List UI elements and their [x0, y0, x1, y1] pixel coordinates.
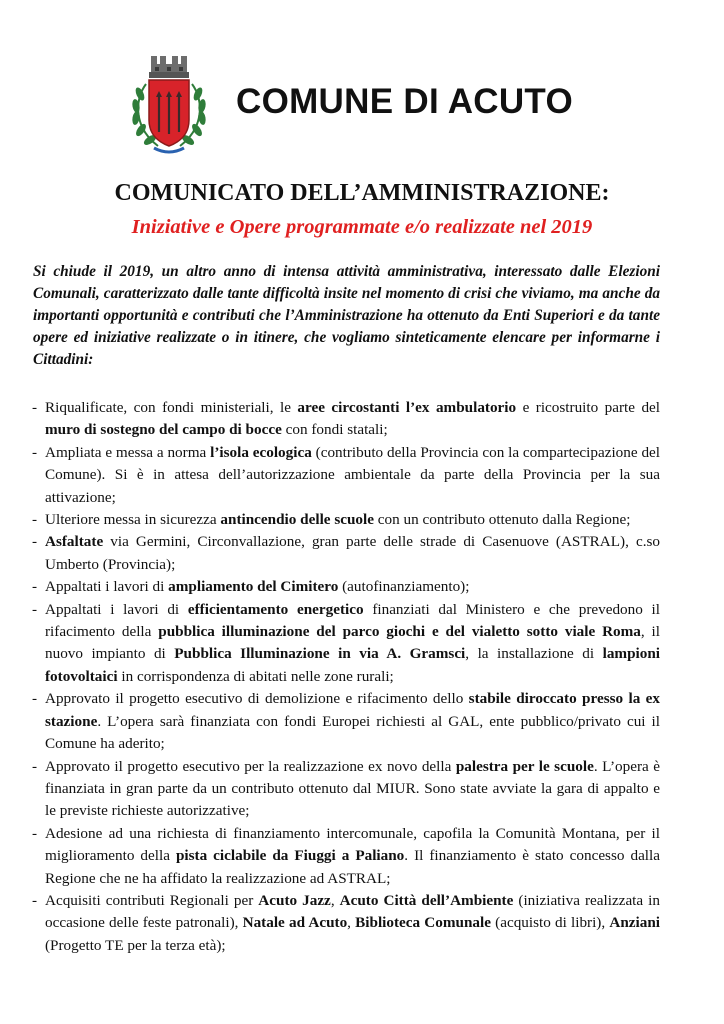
item-text: (acquisto di libri), [490, 914, 610, 932]
page-subtitle: Iniziative e Opere programmate e/o realizzate nel 2019 [131, 216, 593, 238]
highlight-text: Asfaltate [45, 533, 104, 551]
item-text: (Progetto TE per la terza età); [45, 936, 226, 954]
highlight-text: Natale ad Acuto [242, 914, 348, 932]
item-text: finanziati dal Ministero e che prevedono il rifacimento della [45, 600, 660, 641]
highlight-text: efficientamento energetico [187, 600, 364, 618]
item-text: Adesione ad una richiesta di finanziamento intercomunale, capofila la Comunità Montana, per il miglioramento della [45, 824, 660, 865]
list-item [32, 688, 660, 755]
item-text: Approvato il progetto esecutivo per la realizzazione ex novo della [45, 757, 456, 775]
highlight-text: Acuto Jazz [258, 891, 331, 909]
item-text: Appaltati i lavori di [45, 578, 169, 596]
list-item [32, 823, 660, 890]
item-text: (contributo della Provincia con la compartecipazione del Comune). Si è in attesa dell’autorizzazione ambientale da parte della Provincia per la sua attivazione; [45, 443, 661, 506]
item-text: , [347, 914, 356, 932]
list-item [32, 756, 660, 823]
item-text: , [330, 891, 340, 909]
page-title: COMUNICATO DELL’AMMINISTRAZIONE: [114, 180, 610, 206]
highlight-text: Pubblica Illuminazione in via A. Gramsci [174, 645, 466, 663]
list-item [32, 442, 660, 509]
item-text: Appaltati i lavori di [45, 600, 188, 618]
highlight-text: stabile diroccato presso la ex stazione [45, 690, 661, 730]
highlight-text: muro di sostegno del campo di bocce [45, 421, 282, 439]
item-text: Ampliata e messa a norma [45, 443, 211, 461]
town-name: COMUNE DI ACUTO [236, 82, 573, 121]
item-text: Riqualificate, con fondi ministeriali, le [45, 399, 298, 416]
highlight-text: antincendio delle scuole [220, 511, 374, 529]
highlight-text: l’isola ecologica [210, 443, 312, 461]
coat-of-arms-logo [128, 50, 210, 158]
item-text: Acquisiti contributi Regionali per [45, 891, 259, 909]
item-text: . L’opera sarà finanziata con fondi Europei richiesti al GAL, ente pubblico/privato cui il Comune ha aderito; [45, 712, 660, 753]
item-text: Approvato il progetto esecutivo di demolizione e rifacimento dello [45, 690, 469, 708]
item-text: (autofinanziamento); [338, 578, 470, 596]
list-item [32, 599, 660, 689]
item-text: e ricostruito parte del [516, 399, 661, 416]
highlight-text: Anziani [609, 914, 660, 932]
highlight-text: Biblioteca Comunale [355, 914, 491, 932]
list-item [32, 576, 660, 598]
highlight-text: Acuto Città dell’Ambiente [339, 891, 514, 909]
list-item [32, 531, 660, 576]
highlight-text: ampliamento del Cimitero [168, 578, 339, 596]
highlight-text: pista ciclabile da Fiuggi a Paliano [175, 847, 405, 865]
highlight-text: aree circostanti l’ex ambulatorio [297, 399, 517, 416]
initiatives-list [32, 397, 660, 957]
highlight-text: palestra per le scuole [455, 757, 594, 775]
highlight-text: lampioni fotovoltaici [45, 645, 661, 685]
item-text: con un contributo ottenuto dalla Regione; [374, 511, 631, 529]
intro-paragraph: Si chiude il 2019, un altro anno di intensa attività amministrativa, interessato dalle Elezioni Comunali, caratterizzato dalle tante difficoltà insite nel momento di crisi che viviamo, ma anche da importanti opportunità e contributi che l’Amministrazione ha ottenuto da Enti Superiori e da tante opere ed iniziative realizzate o in itinere, che vogliamo sinteticamente elencare per informarne i Cittadini: [33, 263, 660, 368]
item-text: . L’opera è finanziata in gran parte da un contributo ottenuto dal MIUR. Sono state avviate la gara di appalto e le previste richieste autorizzative; [45, 757, 660, 820]
shield-icon [149, 80, 189, 146]
list-item [32, 397, 660, 442]
ribbon-icon [154, 148, 184, 152]
item-text: via Germini, Circonvallazione, gran parte delle strade di Casenuove (ASTRAL), c.so Umberto (Provincia); [45, 533, 660, 573]
crown-icon [149, 56, 189, 78]
item-text: , la installazione di [465, 645, 603, 663]
list-item [32, 890, 660, 957]
item-text: . Il finanziamento è stato concesso dalla Regione che ne ha affidato la realizzazione ad ASTRAL; [45, 847, 660, 887]
highlight-text: pubblica illuminazione del parco giochi e del vialetto sotto viale Roma [158, 623, 641, 641]
item-text: con fondi statali; [281, 421, 388, 439]
item-text: (iniziativa realizzata in occasione delle feste patronali), [45, 891, 660, 932]
list-item [32, 509, 660, 531]
item-text: in corrispondenza di abitati nelle zone rurali; [117, 667, 394, 685]
item-text: Ulteriore messa in sicurezza [45, 511, 221, 529]
item-text: , il nuovo impianto di [45, 623, 660, 663]
